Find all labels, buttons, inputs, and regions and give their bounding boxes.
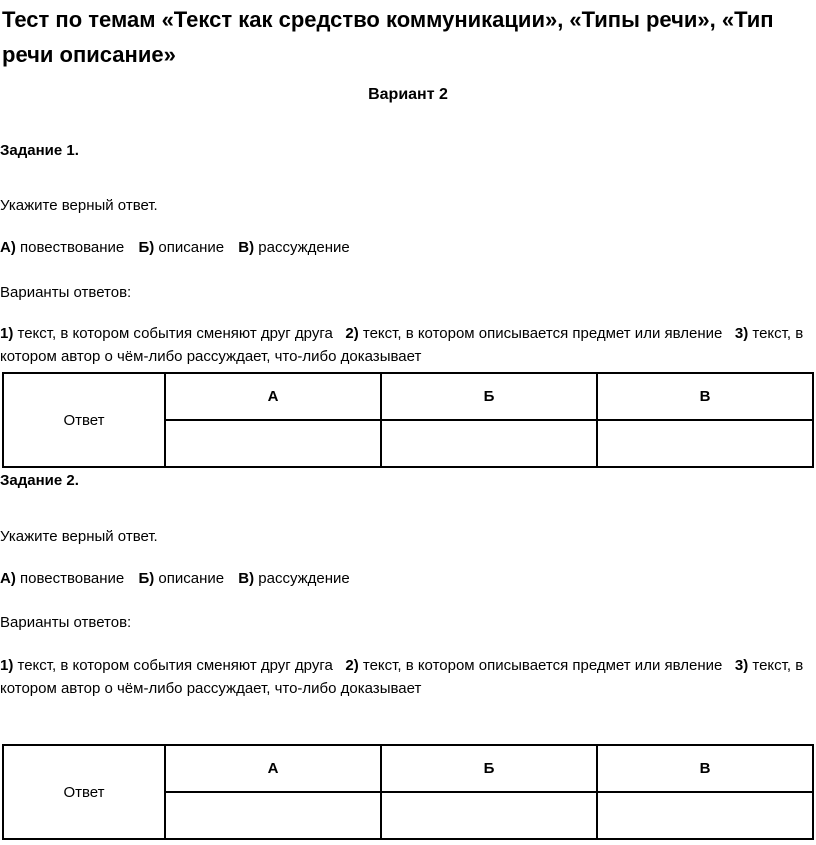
task-1-heading: Задание 1. (0, 142, 79, 159)
option-letter: А) (0, 239, 16, 256)
column-header-b: Б (381, 373, 597, 420)
answer-num: 1) (0, 657, 14, 674)
answer-text: текст, в котором события сменяют друг друга (17, 657, 333, 674)
task-2-heading: Задание 2. (0, 472, 79, 489)
option-letter: В) (238, 570, 255, 587)
answer-num: 1) (0, 325, 14, 342)
column-header-v: В (597, 373, 813, 420)
answer-cell-b[interactable] (381, 420, 597, 467)
task-2-options (0, 568, 350, 590)
task-1-answer-variants (0, 322, 812, 368)
answer-cell-v[interactable] (597, 420, 813, 467)
column-header-b: Б (381, 745, 597, 792)
answer-text: текст, в котором события сменяют друг друга (17, 325, 333, 342)
answer-num: 3) (734, 657, 749, 674)
option-text: описание (158, 239, 225, 256)
option-text: повествование (20, 239, 125, 256)
answer-text: текст, в котором автор о чём-либо рассуждает, что-либо доказывает (0, 325, 804, 365)
task-2-instruction: Укажите верный ответ. (0, 528, 158, 545)
task-1-options (0, 237, 350, 259)
option-text: описание (158, 570, 225, 587)
answer-cell-a[interactable] (165, 792, 381, 839)
variant-heading: Вариант 2 (368, 86, 448, 103)
answer-row-label: Ответ (3, 373, 165, 467)
column-header-a: А (165, 373, 381, 420)
answer-cell-b[interactable] (381, 792, 597, 839)
task-2-answer-table (2, 744, 814, 840)
answer-text: текст, в котором описывается предмет или явление (362, 657, 723, 674)
answer-num: 2) (345, 657, 359, 674)
task-2-answers-label: Варианты ответов: (0, 614, 132, 631)
answer-num: 2) (345, 325, 359, 342)
answer-row-label: Ответ (3, 745, 165, 839)
task-1-answer-table (2, 372, 814, 468)
task-2-answer-variants (0, 654, 812, 700)
option-text: повествование (20, 570, 125, 587)
answer-num: 3) (734, 325, 749, 342)
page-title: Тест по темам «Текст как средство коммуникации», «Типы речи», «Тип речи описание» (2, 7, 774, 67)
answer-cell-v[interactable] (597, 792, 813, 839)
column-header-v: В (597, 745, 813, 792)
option-letter: А) (0, 570, 16, 587)
option-letter: Б) (138, 570, 155, 587)
answer-text: текст, в котором описывается предмет или явление (362, 325, 723, 342)
column-header-a: А (165, 745, 381, 792)
task-1-answers-label: Варианты ответов: (0, 284, 132, 301)
option-letter: В) (238, 239, 255, 256)
task-1-instruction: Укажите верный ответ. (0, 197, 158, 214)
option-text: рассуждение (258, 239, 350, 256)
option-text: рассуждение (258, 570, 350, 587)
option-letter: Б) (138, 239, 155, 256)
answer-cell-a[interactable] (165, 420, 381, 467)
answer-text: текст, в котором автор о чём-либо рассуждает, что-либо доказывает (0, 657, 804, 697)
